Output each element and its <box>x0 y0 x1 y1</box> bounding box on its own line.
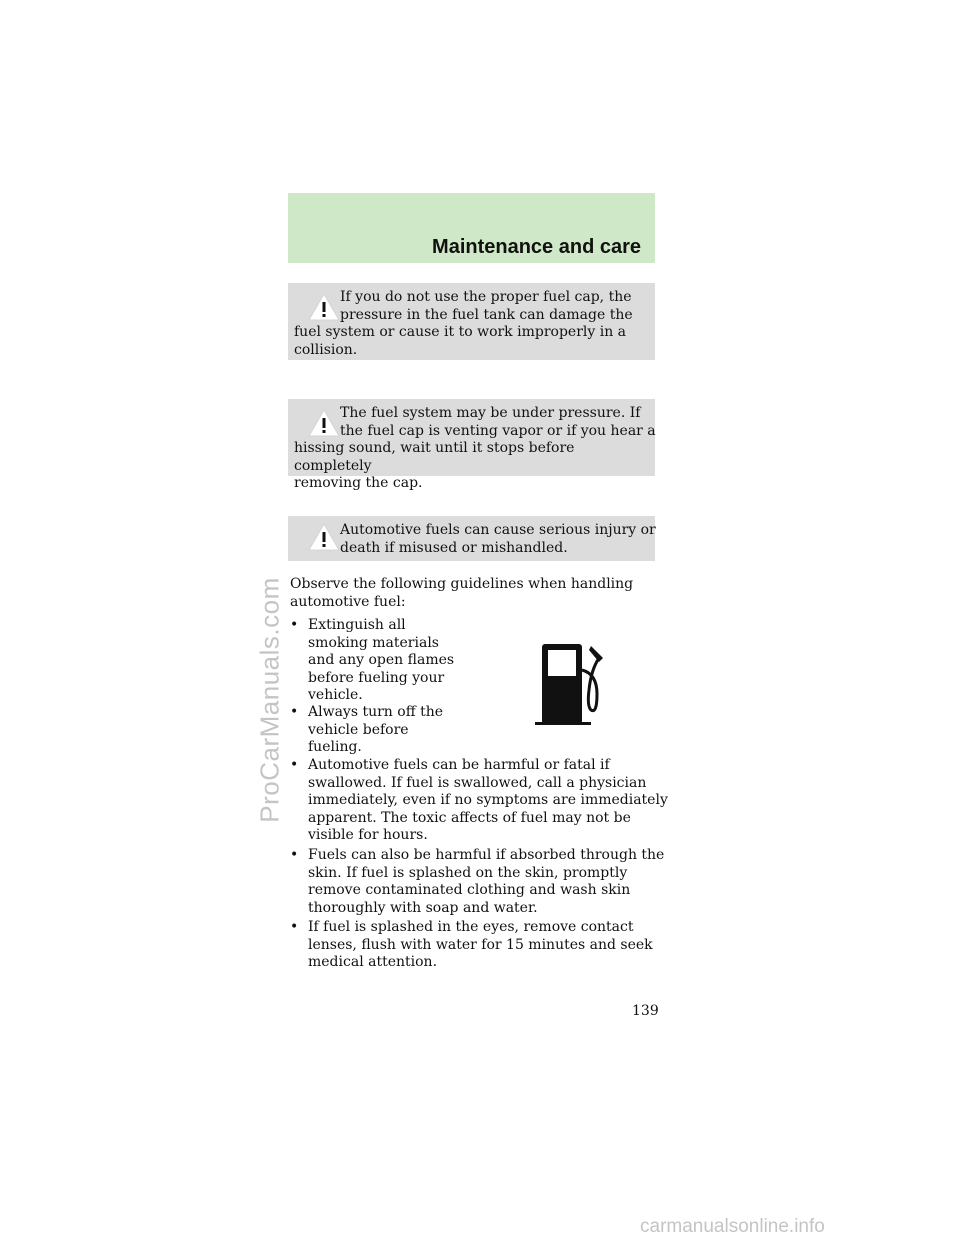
list-item-text: Always turn off the vehicle before fueling. <box>308 704 444 755</box>
list-item-text: Fuels can also be harmful if absorbed through the skin. If fuel is splashed on the skin, promptly remove contaminated clothing and wash skin thoroughly with soap and water. <box>308 847 665 916</box>
warning-text: Automotive fuels can cause serious injury or <box>340 522 656 538</box>
warning-text: the fuel cap is venting vapor or if you hear a <box>340 422 656 439</box>
warning-box <box>288 399 656 491</box>
bullet-marker: • <box>290 617 299 633</box>
warning-triangle-icon <box>307 292 341 322</box>
warning-text: pressure in the fuel tank can damage the <box>340 306 633 323</box>
list-item-text: If fuel is splashed in the eyes, remove contact lenses, flush with water for 15 minutes and seek medical attention. <box>308 919 653 970</box>
bottom-watermark: carmanualsonline.info <box>640 1216 825 1237</box>
bullet-marker: • <box>290 919 299 935</box>
warning-box <box>288 283 655 360</box>
fuel-pump-icon <box>533 640 613 728</box>
list-item-text: Automotive fuels can be harmful or fatal if swallowed. If fuel is swallowed, call a physician immediately, even if no symptoms are immediately apparent. The toxic affects of fuel may not be visible for hours. <box>308 757 668 843</box>
page-number: 139 <box>632 1003 659 1019</box>
side-watermark: ProCarManuals.com <box>254 577 285 823</box>
intro-paragraph: Observe the following guidelines when handling automotive fuel: <box>290 576 634 610</box>
section-title: Maintenance and care <box>432 236 641 258</box>
bullet-marker: • <box>290 704 299 720</box>
list-item-text: Extinguish all smoking materials and any open flames before fueling your vehicle. <box>308 617 455 703</box>
warning-text: fuel system or cause it to work improperly in a collision. <box>294 324 627 358</box>
warning-text: If you do not use the proper fuel cap, the <box>340 289 632 305</box>
warning-triangle-icon <box>307 408 341 438</box>
section-header <box>288 193 655 263</box>
warning-text: The fuel system may be under pressure. If <box>340 405 641 421</box>
warning-text: hissing sound, wait until it stops before completely removing the cap. <box>294 440 575 491</box>
bullet-marker: • <box>290 757 299 773</box>
warning-box <box>288 516 655 561</box>
bullet-marker: • <box>290 847 299 863</box>
warning-text: death if misused or mishandled. <box>340 539 568 556</box>
warning-triangle-icon <box>307 522 341 552</box>
